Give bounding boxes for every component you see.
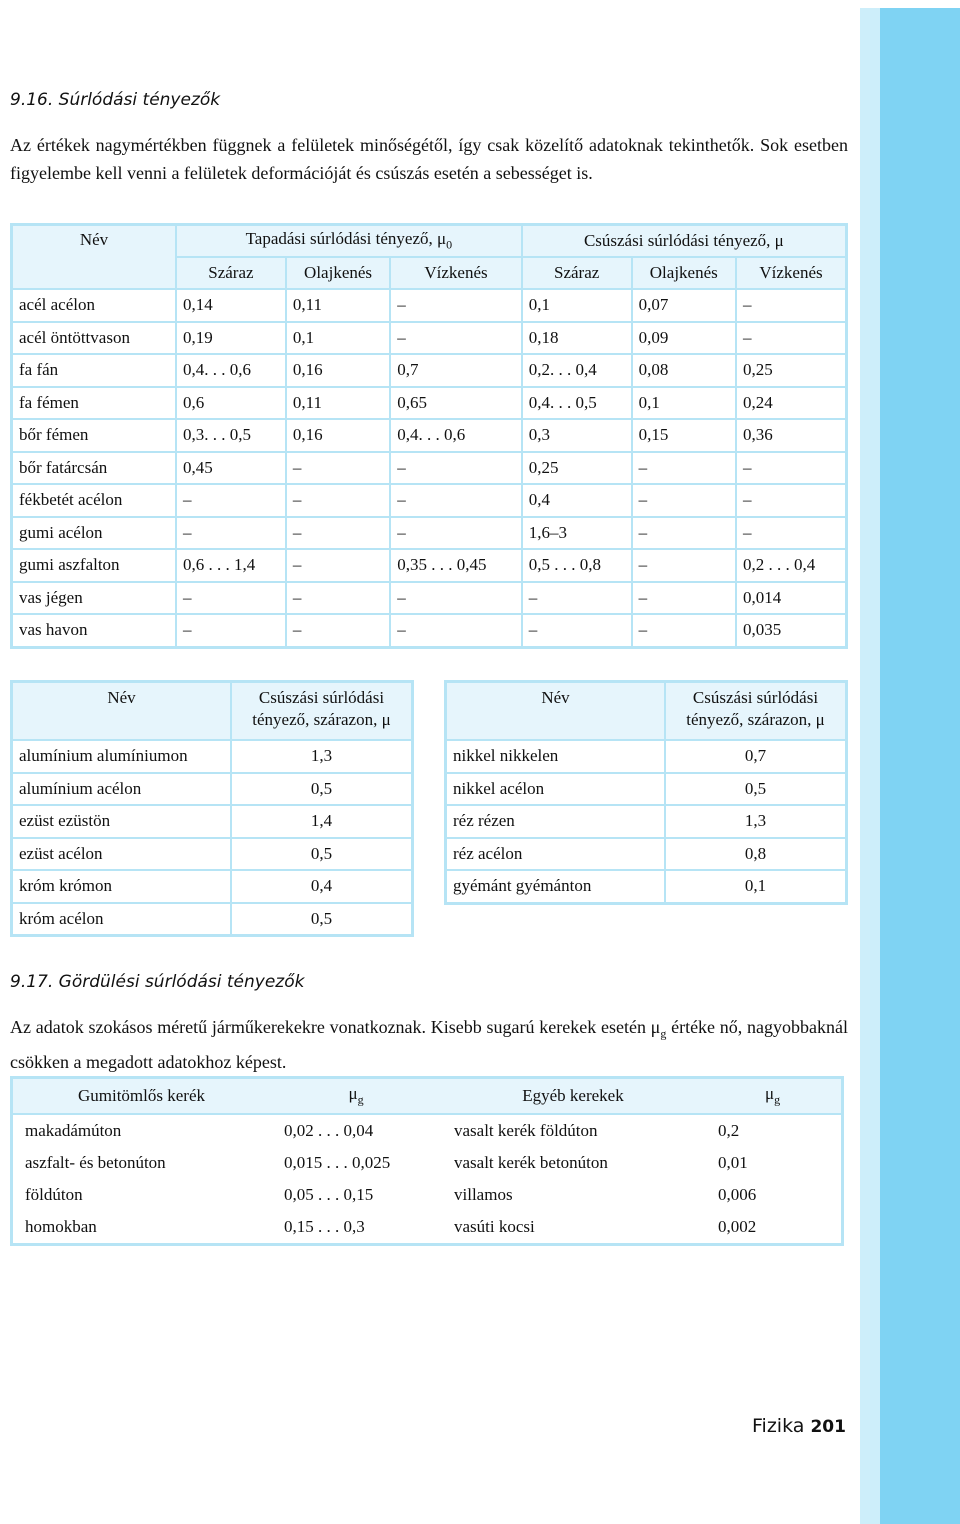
col-header-mu-g-2: $\mu_g$ xyxy=(704,1078,843,1115)
col-header-tire: Gumitömlős kerék xyxy=(12,1078,271,1115)
row-name-cell: fékbetét acélon xyxy=(12,484,177,517)
value-cell: 0,11 xyxy=(286,289,390,322)
col-header-name: Név xyxy=(446,682,666,741)
value-cell: 0,5 xyxy=(665,773,847,806)
value-cell: – xyxy=(390,452,521,485)
sub-header: Olajkenés xyxy=(286,257,390,289)
value-cell: 0,006 xyxy=(718,1185,757,1204)
value-cell: 0,5 . . . 0,8 xyxy=(522,549,632,582)
value-cell: 1,3 xyxy=(231,740,413,773)
value-cell: 0,02 . . . 0,04 xyxy=(284,1121,374,1140)
row-name-cell: földúton xyxy=(25,1185,83,1204)
value-cell: – xyxy=(390,517,521,550)
row-name-cell: réz acélon xyxy=(446,838,666,871)
value-cell: 0,2. . . 0,4 xyxy=(522,354,632,387)
value-cell: – xyxy=(390,322,521,355)
value-cell: 0,05 . . . 0,15 xyxy=(284,1185,374,1204)
value-cell: 0,09 xyxy=(632,322,736,355)
value-cell: 0,4. . . 0,5 xyxy=(522,387,632,420)
table-row xyxy=(12,1211,843,1245)
value-cell: – xyxy=(286,452,390,485)
row-name-cell: fa fémen xyxy=(12,387,177,420)
value-cell: 0,19 xyxy=(176,322,286,355)
table-row xyxy=(12,419,847,452)
rolling-friction-table xyxy=(10,1076,844,1246)
value-cell: – xyxy=(736,484,847,517)
table-row xyxy=(446,838,847,871)
value-cell: 0,11 xyxy=(286,387,390,420)
value-cell: 0,1 xyxy=(286,322,390,355)
row-name-cell: króm acélon xyxy=(12,903,232,936)
value-cell: 0,4. . . 0,6 xyxy=(176,354,286,387)
sub-header: Vízkenés xyxy=(390,257,521,289)
col-header-kinetic: Csúszási súrlódási tényező, μ xyxy=(522,225,847,258)
col-header-other: Egyéb kerekek xyxy=(442,1078,704,1115)
value-cell: 0,4. . . 0,6 xyxy=(390,419,521,452)
row-name-cell: króm krómon xyxy=(12,870,232,903)
value-cell: – xyxy=(176,614,286,647)
value-cell: – xyxy=(736,452,847,485)
page-footer xyxy=(752,1415,846,1437)
sliding-friction-table-right xyxy=(444,680,848,905)
value-cell: 0,5 xyxy=(231,903,413,936)
row-name-cell: alumínium alumíniumon xyxy=(12,740,232,773)
row-name-cell: réz rézen xyxy=(446,805,666,838)
row-name-cell: gyémánt gyémánton xyxy=(446,870,666,903)
value-cell: – xyxy=(390,614,521,647)
col-header-static: Tapadási súrlódási tényező, $\mu_0$ xyxy=(176,225,522,258)
sub-header: Száraz xyxy=(522,257,632,289)
col-header-name: Név xyxy=(12,682,232,741)
value-cell: 1,3 xyxy=(665,805,847,838)
row-name-cell: acél öntöttvason xyxy=(12,322,177,355)
value-cell: 0,25 xyxy=(736,354,847,387)
row-name-cell: gumi acélon xyxy=(12,517,177,550)
section-intro-friction: Az értékek nagymértékben függnek a felületek minőségétől, így csak közelítő adatoknak tekinthetők. Sok esetben figyelembe kell venni a felületek deformációját és csúszás esetén a sebességet is. xyxy=(10,135,848,183)
value-cell: 0,15 xyxy=(632,419,736,452)
value-cell: 0,1 xyxy=(522,289,632,322)
table-row xyxy=(12,452,847,485)
value-cell: – xyxy=(390,484,521,517)
table-row xyxy=(446,740,847,773)
table-row xyxy=(12,838,413,871)
row-name-cell: acél acélon xyxy=(12,289,177,322)
section-heading-rolling: 9.17. Gördülési súrlódási tényezők xyxy=(10,972,305,992)
col-header-mu-g: $\mu_g$ xyxy=(270,1078,442,1115)
value-cell: – xyxy=(632,614,736,647)
sub-header: Olajkenés xyxy=(632,257,736,289)
row-name-cell: alumínium acélon xyxy=(12,773,232,806)
value-cell: 0,08 xyxy=(632,354,736,387)
table-row xyxy=(12,1147,843,1179)
table-row xyxy=(12,903,413,936)
value-cell: 0,002 xyxy=(718,1217,757,1236)
value-cell: 0,8 xyxy=(665,838,847,871)
row-name-cell: makadámúton xyxy=(25,1121,122,1140)
table-row xyxy=(12,1179,843,1211)
value-cell: 0,16 xyxy=(286,354,390,387)
value-cell: – xyxy=(286,517,390,550)
value-cell: 0,7 xyxy=(390,354,521,387)
value-cell: 0,6 xyxy=(176,387,286,420)
row-name-cell: vas havon xyxy=(12,614,177,647)
value-cell: – xyxy=(632,517,736,550)
table-row xyxy=(12,773,413,806)
table-row xyxy=(12,805,413,838)
value-cell: 0,4 xyxy=(231,870,413,903)
value-cell: 0,7 xyxy=(665,740,847,773)
value-cell: 0,15 . . . 0,3 xyxy=(284,1217,365,1236)
sub-header: Vízkenés xyxy=(736,257,847,289)
table-row xyxy=(12,1114,843,1147)
value-cell: 0,35 . . . 0,45 xyxy=(390,549,521,582)
table-row xyxy=(12,484,847,517)
table-row xyxy=(446,805,847,838)
value-cell: 0,5 xyxy=(231,838,413,871)
row-name-cell: ezüst ezüstön xyxy=(12,805,232,838)
value-cell: – xyxy=(390,582,521,615)
sub-header: Száraz xyxy=(176,257,286,289)
value-cell: – xyxy=(632,484,736,517)
section-intro-rolling: Az adatok szokásos méretű járműkerekekre vonatkoznak. Kisebb sugarú kerekek esetén $\mu_g$ értéke nő, nagyobbaknál csökken a megadott adatokhoz képest. xyxy=(10,1017,849,1072)
row-name-cell: vasúti kocsi xyxy=(454,1217,535,1236)
value-cell: 0,4 xyxy=(522,484,632,517)
value-cell: 1,4 xyxy=(231,805,413,838)
value-cell: 0,1 xyxy=(632,387,736,420)
value-cell: – xyxy=(522,614,632,647)
table-row xyxy=(12,740,413,773)
table-row xyxy=(446,870,847,903)
value-cell: – xyxy=(632,452,736,485)
row-name-cell: vas jégen xyxy=(12,582,177,615)
value-cell: 0,65 xyxy=(390,387,521,420)
col-header-value: Csúszási súrlódási tényező, szárazon, μ xyxy=(665,682,847,741)
row-name-cell: vasalt kerék betonúton xyxy=(454,1153,608,1172)
value-cell: 0,6 . . . 1,4 xyxy=(176,549,286,582)
footer-label: Fizika xyxy=(752,1415,805,1437)
value-cell: 0,18 xyxy=(522,322,632,355)
table-row xyxy=(12,614,847,647)
row-name-cell: vasalt kerék földúton xyxy=(454,1121,598,1140)
page-number: 201 xyxy=(810,1417,846,1437)
table-row xyxy=(12,517,847,550)
table-row xyxy=(12,322,847,355)
value-cell: – xyxy=(632,582,736,615)
value-cell: 0,45 xyxy=(176,452,286,485)
value-cell: 0,015 . . . 0,025 xyxy=(284,1153,391,1172)
row-name-cell: villamos xyxy=(454,1185,513,1204)
value-cell: – xyxy=(286,614,390,647)
row-name-cell: bőr fémen xyxy=(12,419,177,452)
section-heading-friction: 9.16. Súrlódási tényezők xyxy=(10,90,221,110)
value-cell: 0,36 xyxy=(736,419,847,452)
table-row xyxy=(446,773,847,806)
row-name-cell: homokban xyxy=(25,1217,97,1236)
value-cell: – xyxy=(286,549,390,582)
row-name-cell: gumi aszfalton xyxy=(12,549,177,582)
value-cell: – xyxy=(736,517,847,550)
col-header-value: Csúszási súrlódási tényező, szárazon, μ xyxy=(231,682,413,741)
table-row xyxy=(12,289,847,322)
value-cell: 0,2 xyxy=(718,1121,740,1140)
value-cell: 0,5 xyxy=(231,773,413,806)
table-row xyxy=(12,549,847,582)
sliding-friction-table-left xyxy=(10,680,414,937)
value-cell: – xyxy=(286,582,390,615)
value-cell: 0,2 . . . 0,4 xyxy=(736,549,847,582)
value-cell: – xyxy=(286,484,390,517)
friction-table xyxy=(10,223,848,649)
value-cell: – xyxy=(632,549,736,582)
value-cell: – xyxy=(176,517,286,550)
value-cell: 0,07 xyxy=(632,289,736,322)
value-cell: – xyxy=(176,484,286,517)
value-cell: 0,014 xyxy=(736,582,847,615)
table-row xyxy=(12,387,847,420)
value-cell: – xyxy=(522,582,632,615)
value-cell: 0,16 xyxy=(286,419,390,452)
side-stripe-light xyxy=(860,8,880,1524)
value-cell: 0,3 xyxy=(522,419,632,452)
value-cell: – xyxy=(390,289,521,322)
table-row xyxy=(12,354,847,387)
value-cell: – xyxy=(736,322,847,355)
side-stripe xyxy=(880,8,960,1524)
table-row xyxy=(12,870,413,903)
value-cell: 0,3. . . 0,5 xyxy=(176,419,286,452)
value-cell: 0,1 xyxy=(665,870,847,903)
value-cell: 0,24 xyxy=(736,387,847,420)
value-cell: – xyxy=(176,582,286,615)
value-cell: 0,035 xyxy=(736,614,847,647)
value-cell: 1,6–3 xyxy=(522,517,632,550)
col-header-name: Név xyxy=(12,225,177,290)
row-name-cell: ezüst acélon xyxy=(12,838,232,871)
table-row xyxy=(12,582,847,615)
row-name-cell: bőr fatárcsán xyxy=(12,452,177,485)
row-name-cell: fa fán xyxy=(12,354,177,387)
value-cell: – xyxy=(736,289,847,322)
value-cell: 0,14 xyxy=(176,289,286,322)
row-name-cell: aszfalt- és betonúton xyxy=(25,1153,166,1172)
value-cell: 0,01 xyxy=(718,1153,748,1172)
row-name-cell: nikkel nikkelen xyxy=(446,740,666,773)
value-cell: 0,25 xyxy=(522,452,632,485)
row-name-cell: nikkel acélon xyxy=(446,773,666,806)
